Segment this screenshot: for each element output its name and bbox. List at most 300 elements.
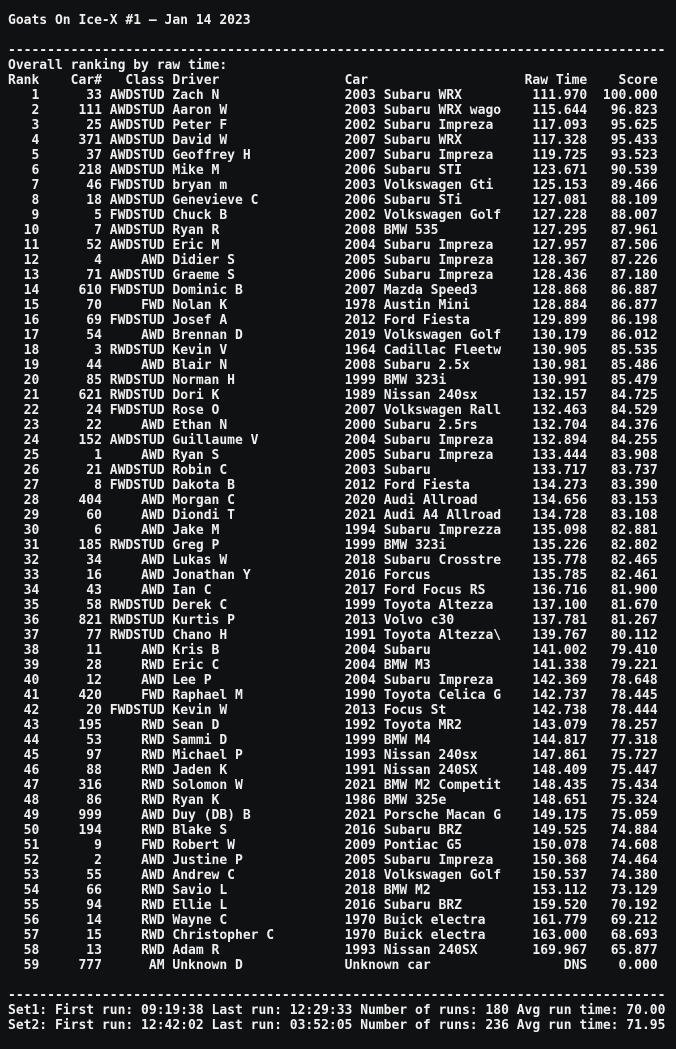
cell-rank: 1 [8, 88, 40, 103]
cell-class: AM [101, 958, 165, 973]
cell-score: 84.255 [587, 433, 658, 448]
cell-rank: 44 [8, 733, 40, 748]
cell-score: 83.108 [587, 508, 658, 523]
cell-rank: 57 [8, 928, 40, 943]
cell-car-number: 54 [39, 328, 102, 343]
cell-car-number: 34 [39, 553, 102, 568]
cell-car: 2019 Volkswagen Golf [344, 328, 502, 343]
cell-rank: 30 [8, 523, 40, 538]
table-row [8, 403, 676, 418]
cell-class: RWD [101, 658, 165, 673]
cell-car-number: 22 [39, 418, 102, 433]
cell-car: 2013 Volvo c30 [344, 613, 502, 628]
cell-driver: Ethan N [164, 418, 345, 433]
cell-score: 73.129 [587, 883, 658, 898]
cell-car: 1990 Toyota Celica G [344, 688, 502, 703]
cell-score: 82.461 [587, 568, 658, 583]
cell-car: 2007 Mazda Speed3 [344, 283, 502, 298]
cell-class: AWD [101, 523, 165, 538]
cell-car-number: 52 [39, 238, 102, 253]
cell-raw-time: 133.717 [501, 463, 588, 478]
cell-driver: Chano H [164, 628, 345, 643]
cell-class: AWDSTUD [101, 463, 165, 478]
cell-driver: Adam R [164, 943, 345, 958]
cell-class: AWDSTUD [101, 163, 165, 178]
cell-score: 79.410 [587, 643, 658, 658]
cell-class: RWDSTUD [101, 373, 165, 388]
cell-driver: Mike M [164, 163, 345, 178]
cell-driver: Eric M [164, 238, 345, 253]
table-row [8, 703, 676, 718]
cell-driver: Nolan K [164, 298, 345, 313]
cell-driver: Ryan R [164, 223, 345, 238]
cell-rank: 23 [8, 418, 40, 433]
cell-car: 1978 Austin Mini [344, 298, 502, 313]
cell-raw-time: 147.861 [501, 748, 588, 763]
cell-score: 82.465 [587, 553, 658, 568]
cell-car: 2009 Pontiac G5 [344, 838, 502, 853]
cell-car: Unknown car [344, 958, 502, 973]
cell-rank: 15 [8, 298, 40, 313]
cell-score: 87.506 [587, 238, 658, 253]
cell-car: 2018 BMW M2 [344, 883, 502, 898]
cell-car: 2006 Subaru STI [344, 163, 502, 178]
cell-raw-time: 148.435 [501, 778, 588, 793]
cell-driver: bryan m [164, 178, 345, 193]
cell-car-number: 999 [39, 808, 102, 823]
cell-score: 81.267 [587, 613, 658, 628]
cell-raw-time: 133.444 [501, 448, 588, 463]
cell-class: FWDSTUD [101, 178, 165, 193]
cell-car-number: 85 [39, 373, 102, 388]
cell-rank: 6 [8, 163, 40, 178]
cell-car: 2003 Volkswagen Gti [344, 178, 502, 193]
cell-car-number: 55 [39, 868, 102, 883]
cell-score: 88.007 [587, 208, 658, 223]
cell-driver: Dakota B [164, 478, 345, 493]
cell-rank: 5 [8, 148, 40, 163]
cell-score: 75.324 [587, 793, 658, 808]
cell-rank: 7 [8, 178, 40, 193]
cell-rank: 58 [8, 943, 40, 958]
cell-driver: Kris B [164, 643, 345, 658]
cell-score: 93.523 [587, 148, 658, 163]
cell-class: AWDSTUD [101, 268, 165, 283]
cell-car: 1991 Toyota Altezza\ [344, 628, 502, 643]
cell-raw-time: 135.778 [501, 553, 588, 568]
cell-score: 83.737 [587, 463, 658, 478]
cell-class: FWD [101, 838, 165, 853]
cell-car-number: 610 [39, 283, 102, 298]
cell-car: 2007 Subaru Impreza [344, 148, 502, 163]
table-row [8, 88, 676, 103]
cell-rank: 54 [8, 883, 40, 898]
cell-score: 74.464 [587, 853, 658, 868]
cell-car-number: 371 [39, 133, 102, 148]
cell-rank: 13 [8, 268, 40, 283]
cell-car-number: 44 [39, 358, 102, 373]
cell-raw-time: 128.868 [501, 283, 588, 298]
blank-line [8, 28, 676, 43]
cell-car-number: 4 [39, 253, 102, 268]
cell-score: 0.000 [587, 958, 658, 973]
cell-class: RWDSTUD [101, 598, 165, 613]
cell-driver: David W [164, 133, 345, 148]
cell-car-number: 420 [39, 688, 102, 703]
cell-raw-time: 111.970 [501, 88, 588, 103]
table-row [8, 463, 676, 478]
cell-rank: 37 [8, 628, 40, 643]
cell-class: AWD [101, 418, 165, 433]
cell-score: 100.000 [587, 88, 658, 103]
cell-rank: 47 [8, 778, 40, 793]
table-row [8, 343, 676, 358]
cell-car: 2004 Subaru Impreza [344, 238, 502, 253]
cell-raw-time: 128.884 [501, 298, 588, 313]
cell-rank: 36 [8, 613, 40, 628]
table-row [8, 163, 676, 178]
cell-class: RWDSTUD [101, 388, 165, 403]
cell-car-number: 5 [39, 208, 102, 223]
cell-score: 82.881 [587, 523, 658, 538]
cell-score: 86.198 [587, 313, 658, 328]
separator-top: ------------------------------------------------------------------------------------ [8, 43, 666, 58]
cell-class: AWDSTUD [101, 223, 165, 238]
cell-raw-time: 150.537 [501, 868, 588, 883]
cell-car: 2013 Focus St [344, 703, 502, 718]
cell-class: AWD [101, 448, 165, 463]
cell-driver: Diondi T [164, 508, 345, 523]
cell-car-number: 152 [39, 433, 102, 448]
header-cell-car-number: Car# [39, 73, 102, 88]
cell-class: AWDSTUD [101, 88, 165, 103]
cell-car: 2004 Subaru Impreza [344, 433, 502, 448]
cell-driver: Jaden K [164, 763, 345, 778]
cell-raw-time: 132.704 [501, 418, 588, 433]
cell-driver: Brennan D [164, 328, 345, 343]
cell-rank: 22 [8, 403, 40, 418]
cell-class: AWD [101, 868, 165, 883]
cell-driver: Ryan K [164, 793, 345, 808]
cell-score: 65.877 [587, 943, 658, 958]
cell-raw-time: 135.098 [501, 523, 588, 538]
table-row [8, 538, 676, 553]
cell-rank: 24 [8, 433, 40, 448]
cell-car-number: 13 [39, 943, 102, 958]
cell-score: 75.447 [587, 763, 658, 778]
cell-driver: Savio L [164, 883, 345, 898]
table-row [8, 298, 676, 313]
cell-rank: 25 [8, 448, 40, 463]
table-row [8, 148, 676, 163]
table-row [8, 733, 676, 748]
cell-rank: 46 [8, 763, 40, 778]
cell-raw-time: 150.368 [501, 853, 588, 868]
cell-raw-time: 125.153 [501, 178, 588, 193]
cell-score: 74.380 [587, 868, 658, 883]
cell-rank: 32 [8, 553, 40, 568]
cell-driver: Didier S [164, 253, 345, 268]
cell-car: 2012 Ford Fiesta [344, 313, 502, 328]
cell-rank: 29 [8, 508, 40, 523]
cell-raw-time: 153.112 [501, 883, 588, 898]
cell-rank: 11 [8, 238, 40, 253]
cell-car-number: 194 [39, 823, 102, 838]
table-row [8, 508, 676, 523]
cell-raw-time: 130.981 [501, 358, 588, 373]
table-row [8, 418, 676, 433]
cell-rank: 43 [8, 718, 40, 733]
cell-driver: Rose O [164, 403, 345, 418]
cell-car-number: 3 [39, 343, 102, 358]
cell-raw-time: 150.078 [501, 838, 588, 853]
cell-car-number: 20 [39, 703, 102, 718]
cell-score: 86.877 [587, 298, 658, 313]
cell-driver: Andrew C [164, 868, 345, 883]
cell-raw-time: 163.000 [501, 928, 588, 943]
cell-car: 1994 Subaru Imprezza [344, 523, 502, 538]
header-cell-score: Score [587, 73, 658, 88]
cell-class: FWDSTUD [101, 313, 165, 328]
table-row [8, 283, 676, 298]
cell-car: 1999 BMW M4 [344, 733, 502, 748]
cell-car: 2007 Subaru WRX [344, 133, 502, 148]
cell-driver: Norman H [164, 373, 345, 388]
cell-rank: 12 [8, 253, 40, 268]
cell-car: 2018 Volkswagen Golf [344, 868, 502, 883]
cell-car: 1999 BMW 323i [344, 538, 502, 553]
cell-score: 78.648 [587, 673, 658, 688]
cell-car: 2003 Subaru [344, 463, 502, 478]
cell-class: RWD [101, 793, 165, 808]
cell-car-number: 46 [39, 178, 102, 193]
cell-car: 1986 BMW 325e [344, 793, 502, 808]
cell-car: 2000 Subaru 2.5rs [344, 418, 502, 433]
cell-car: 1999 BMW 323i [344, 373, 502, 388]
cell-class: RWD [101, 943, 165, 958]
cell-rank: 3 [8, 118, 40, 133]
cell-rank: 21 [8, 388, 40, 403]
cell-car: 2005 Subaru Impreza [344, 448, 502, 463]
cell-car: 1992 Toyota MR2 [344, 718, 502, 733]
table-row [8, 853, 676, 868]
table-row [8, 658, 676, 673]
cell-class: RWD [101, 928, 165, 943]
table-row [8, 643, 676, 658]
table-row [8, 823, 676, 838]
cell-car: 2004 Subaru Impreza [344, 673, 502, 688]
cell-driver: Robin C [164, 463, 345, 478]
cell-driver: Zach N [164, 88, 345, 103]
cell-rank: 33 [8, 568, 40, 583]
table-row [8, 778, 676, 793]
table-row [8, 958, 676, 973]
cell-car-number: 621 [39, 388, 102, 403]
cell-score: 84.529 [587, 403, 658, 418]
cell-driver: Sammi D [164, 733, 345, 748]
cell-car: 1993 Nissan 240sx [344, 748, 502, 763]
table-row [8, 613, 676, 628]
cell-score: 84.725 [587, 388, 658, 403]
cell-raw-time: 127.957 [501, 238, 588, 253]
cell-class: AWD [101, 568, 165, 583]
cell-score: 83.390 [587, 478, 658, 493]
cell-car-number: 71 [39, 268, 102, 283]
table-row [8, 238, 676, 253]
cell-car: 2017 Ford Focus RS [344, 583, 502, 598]
cell-score: 96.823 [587, 103, 658, 118]
table-header [8, 73, 676, 88]
cell-driver: Kevin V [164, 343, 345, 358]
table-row [8, 118, 676, 133]
summary-set1: Set1: First run: 09:19:38 Last run: 12:29:33 Number of runs: 180 Avg run time: 70.00 [8, 1003, 666, 1018]
cell-class: FWD [101, 298, 165, 313]
cell-car: 1999 Toyota Altezza [344, 598, 502, 613]
cell-car-number: 15 [39, 928, 102, 943]
table-row [8, 358, 676, 373]
cell-car: 2005 Subaru Impreza [344, 853, 502, 868]
cell-driver: Josef A [164, 313, 345, 328]
cell-raw-time: 134.728 [501, 508, 588, 523]
cell-rank: 49 [8, 808, 40, 823]
cell-class: AWDSTUD [101, 238, 165, 253]
table-row [8, 598, 676, 613]
cell-score: 75.727 [587, 748, 658, 763]
cell-car-number: 6 [39, 523, 102, 538]
cell-car: 2021 Audi A4 Allroad [344, 508, 502, 523]
cell-rank: 42 [8, 703, 40, 718]
table-row [8, 748, 676, 763]
cell-car: 2004 Subaru [344, 643, 502, 658]
cell-score: 82.802 [587, 538, 658, 553]
cell-raw-time: 127.295 [501, 223, 588, 238]
cell-car: 1991 Nissan 240SX [344, 763, 502, 778]
cell-driver: Graeme S [164, 268, 345, 283]
cell-class: RWD [101, 778, 165, 793]
cell-class: FWDSTUD [101, 703, 165, 718]
cell-rank: 55 [8, 898, 40, 913]
cell-car-number: 58 [39, 598, 102, 613]
cell-class: FWDSTUD [101, 208, 165, 223]
table-row [8, 388, 676, 403]
cell-class: AWD [101, 673, 165, 688]
cell-rank: 31 [8, 538, 40, 553]
cell-class: FWDSTUD [101, 478, 165, 493]
cell-score: 81.900 [587, 583, 658, 598]
cell-raw-time: 132.894 [501, 433, 588, 448]
cell-rank: 2 [8, 103, 40, 118]
cell-car: 2008 BMW 535 [344, 223, 502, 238]
cell-raw-time: 117.093 [501, 118, 588, 133]
table-row [8, 433, 676, 448]
cell-raw-time: 134.273 [501, 478, 588, 493]
cell-driver: Peter F [164, 118, 345, 133]
cell-rank: 26 [8, 463, 40, 478]
cell-raw-time: 144.817 [501, 733, 588, 748]
cell-raw-time: 132.463 [501, 403, 588, 418]
cell-score: 88.109 [587, 193, 658, 208]
report-title: Goats On Ice-X #1 – Jan 14 2023 [8, 13, 251, 28]
cell-class: RWD [101, 898, 165, 913]
cell-car-number: 821 [39, 613, 102, 628]
cell-driver: Chuck B [164, 208, 345, 223]
blank-line [8, 973, 676, 988]
cell-score: 75.059 [587, 808, 658, 823]
cell-score: 83.908 [587, 448, 658, 463]
cell-car: 2002 Volkswagen Golf [344, 208, 502, 223]
cell-rank: 50 [8, 823, 40, 838]
cell-rank: 18 [8, 343, 40, 358]
cell-raw-time: 148.409 [501, 763, 588, 778]
cell-car-number: 86 [39, 793, 102, 808]
cell-score: 95.433 [587, 133, 658, 148]
cell-class: RWD [101, 718, 165, 733]
cell-driver: Ellie L [164, 898, 345, 913]
cell-class: AWD [101, 583, 165, 598]
cell-raw-time: 141.002 [501, 643, 588, 658]
cell-class: AWD [101, 508, 165, 523]
cell-raw-time: 136.716 [501, 583, 588, 598]
cell-car-number: 218 [39, 163, 102, 178]
cell-score: 85.535 [587, 343, 658, 358]
cell-car-number: 777 [39, 958, 102, 973]
table-row [8, 208, 676, 223]
cell-score: 78.257 [587, 718, 658, 733]
cell-car: 2008 Subaru 2.5x [344, 358, 502, 373]
cell-driver: Aaron W [164, 103, 345, 118]
cell-driver: Jake M [164, 523, 345, 538]
cell-score: 86.012 [587, 328, 658, 343]
cell-driver: Kevin W [164, 703, 345, 718]
cell-driver: Lee P [164, 673, 345, 688]
cell-driver: Lukas W [164, 553, 345, 568]
cell-score: 84.376 [587, 418, 658, 433]
cell-driver: Justine P [164, 853, 345, 868]
cell-raw-time: 119.725 [501, 148, 588, 163]
cell-driver: Blake S [164, 823, 345, 838]
table-row [8, 178, 676, 193]
cell-raw-time: 128.367 [501, 253, 588, 268]
cell-car: 2021 Porsche Macan G [344, 808, 502, 823]
table-row [8, 583, 676, 598]
cell-rank: 53 [8, 868, 40, 883]
cell-rank: 59 [8, 958, 40, 973]
cell-score: 77.318 [587, 733, 658, 748]
cell-driver: Wayne C [164, 913, 345, 928]
cell-rank: 52 [8, 853, 40, 868]
cell-car-number: 33 [39, 88, 102, 103]
cell-class: RWD [101, 733, 165, 748]
cell-raw-time: 159.520 [501, 898, 588, 913]
cell-score: 95.625 [587, 118, 658, 133]
cell-raw-time: 137.100 [501, 598, 588, 613]
cell-driver: Eric C [164, 658, 345, 673]
table-row [8, 223, 676, 238]
cell-car-number: 70 [39, 298, 102, 313]
cell-score: 78.445 [587, 688, 658, 703]
cell-class: FWDSTUD [101, 403, 165, 418]
cell-raw-time: 127.081 [501, 193, 588, 208]
cell-driver: Genevieve C [164, 193, 345, 208]
cell-car-number: 9 [39, 838, 102, 853]
separator-bottom: ------------------------------------------------------------------------------------ [8, 988, 666, 1003]
cell-raw-time: 143.079 [501, 718, 588, 733]
cell-raw-time: 135.785 [501, 568, 588, 583]
cell-class: AWDSTUD [101, 433, 165, 448]
cell-driver: Guillaume V [164, 433, 345, 448]
cell-car: 2003 Subaru WRX wago [344, 103, 502, 118]
cell-rank: 40 [8, 673, 40, 688]
